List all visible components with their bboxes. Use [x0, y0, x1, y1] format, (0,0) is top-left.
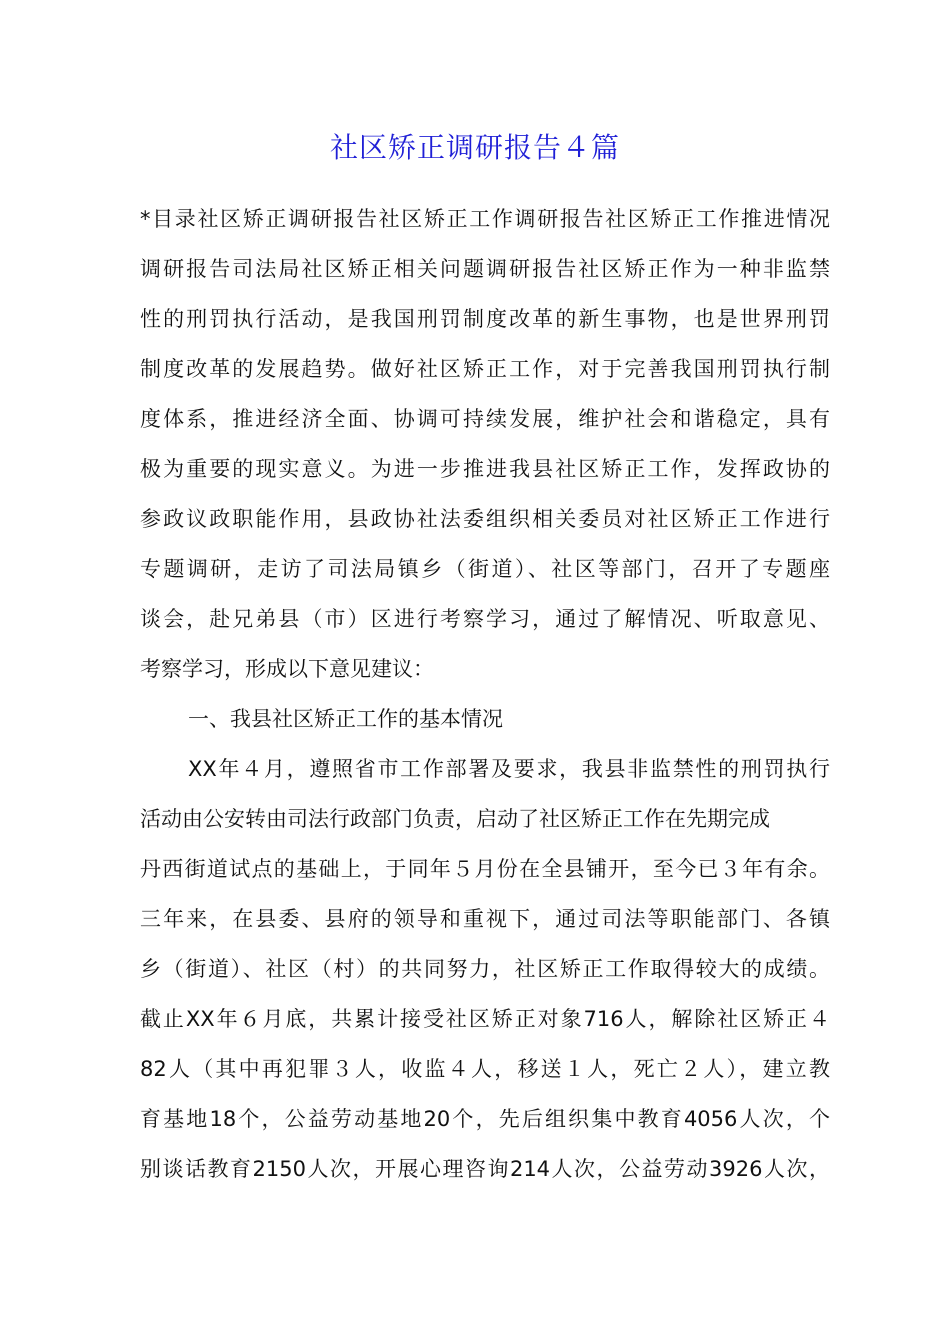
body-line-15: 三年来，在县委、县府的领导和重视下，通过司法等职能部门、各镇	[140, 907, 830, 931]
body-line-20: 别谈话教育2150人次，开展心理咨询214人次，公益劳动3926人次，	[140, 1157, 830, 1181]
body-line-10: 考察学习，形成以下意见建议：	[140, 657, 434, 681]
body-line-17: 截止XX年６月底，共累计接受社区矫正对象716人，解除社区矫正４	[140, 1007, 830, 1031]
body-line-9: 谈会，赴兄弟县（市）区进行考察学习，通过了解情况、听取意见、	[140, 607, 830, 631]
body-line-16: 乡（街道）、社区（村）的共同努力，社区矫正工作取得较大的成绩。	[140, 957, 830, 981]
body-line-2: 调研报告司法局社区矫正相关问题调研报告社区矫正作为一种非监禁	[140, 257, 830, 281]
body-line-6: 极为重要的现实意义。为进一步推进我县社区矫正工作，发挥政协的	[140, 457, 830, 481]
body-line-8: 专题调研，走访了司法局镇乡（街道）、社区等部门，召开了专题座	[140, 557, 830, 581]
body-line-18: 82人（其中再犯罪３人，收监４人，移送１人，死亡２人），建立教	[140, 1057, 830, 1081]
document-title: 社区矫正调研报告４篇	[329, 131, 620, 164]
body-line-5: 度体系，推进经济全面、协调可持续发展，维护社会和谐稳定，具有	[140, 407, 830, 431]
body-line-1: *目录社区矫正调研报告社区矫正工作调研报告社区矫正工作推进情况	[140, 207, 830, 231]
body-line-3: 性的刑罚执行活动，是我国刑罚制度改革的新生事物，也是世界刑罚	[140, 307, 830, 331]
body-line-19: 育基地18个，公益劳动基地20个，先后组织集中教育4056人次，个	[140, 1107, 830, 1131]
body-line-7: 参政议政职能作用，县政协社法委组织相关委员对社区矫正工作进行	[140, 507, 830, 531]
body-line-14: 丹西街道试点的基础上，于同年５月份在全县铺开，至今已３年有余。	[140, 857, 830, 881]
document-body	[140, 194, 830, 1194]
body-line-12: XX年４月，遵照省市工作部署及要求，我县非监禁性的刑罚执行	[188, 757, 830, 781]
section-heading: 一、我县社区矫正工作的基本情况	[188, 707, 503, 731]
body-line-4: 制度改革的发展趋势。做好社区矫正工作，对于完善我国刑罚执行制	[140, 357, 830, 381]
body-line-13: 活动由公安转由司法行政部门负责，启动了社区矫正工作在先期完成	[140, 807, 770, 831]
